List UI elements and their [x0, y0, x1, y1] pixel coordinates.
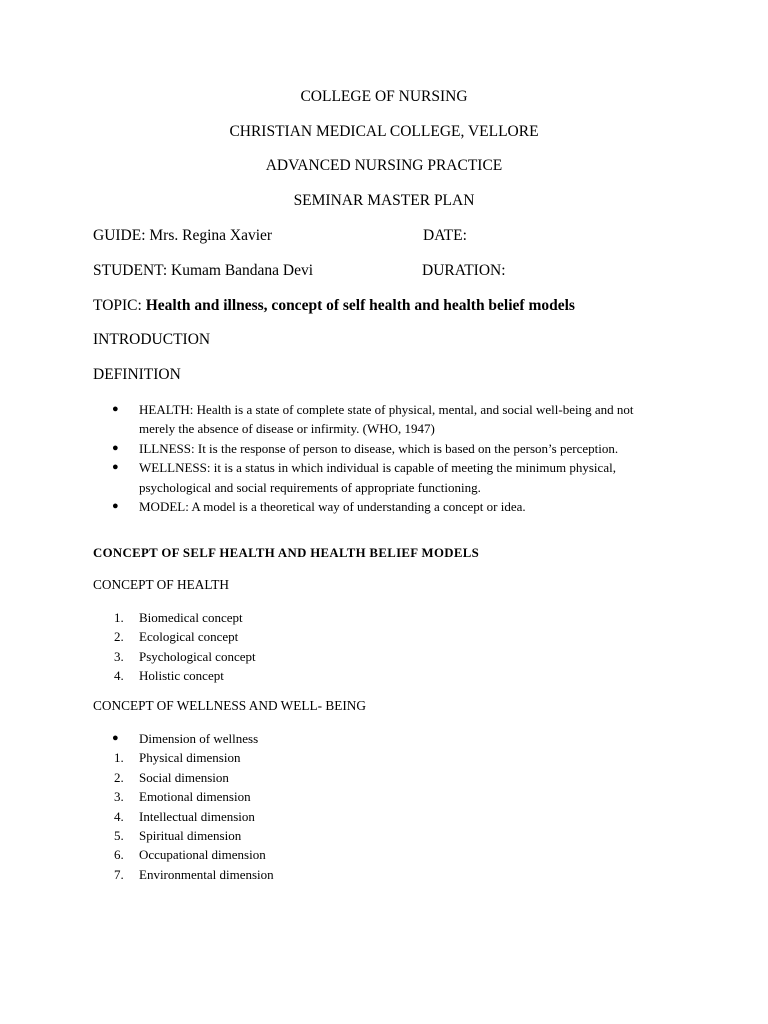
wellness-heading: CONCEPT OF WELLNESS AND WELL- BEING	[93, 698, 366, 713]
list-item: 6. Occupational dimension	[114, 847, 266, 863]
list-item: 2. Ecological concept	[114, 629, 239, 645]
bullet-icon: ●	[112, 732, 119, 744]
bullet-icon: ●	[112, 461, 119, 474]
topic-line	[93, 297, 575, 315]
list-item: ● WELLNESS: it is a status in which individual is capable of meeting the minimum physical, psychological and social requirements of appropriate functioning.	[112, 460, 616, 495]
list-item: 7. Environmental dimension	[114, 866, 274, 882]
list-item: 5. Spiritual dimension	[114, 828, 242, 844]
student-label: STUDENT: Kumam Bandana Devi	[93, 262, 314, 279]
college-name: COLLEGE OF NURSING	[300, 88, 468, 105]
concept-of-health-heading: CONCEPT OF HEALTH	[93, 577, 229, 592]
topic-label: TOPIC:	[93, 297, 142, 314]
concept-of-health-list	[93, 608, 663, 686]
course-title: ADVANCED NURSING PRACTICE	[265, 157, 503, 174]
concept-heading: CONCEPT OF SELF HEALTH AND HEALTH BELIEF MODELS	[93, 546, 480, 560]
institution-name: CHRISTIAN MEDICAL COLLEGE, VELLORE	[229, 123, 539, 140]
list-item: 2. Social dimension	[114, 769, 229, 785]
list-item: ● HEALTH: Health is a state of complete state of physical, mental, and social well-being and not merely the absence of disease or infirmity. (WHO, 1947)	[112, 402, 634, 437]
topic-text: Health and illness, concept of self health and health belief models	[145, 297, 575, 314]
list-item: ● Dimension of wellness	[93, 729, 663, 748]
duration-label: DURATION:	[422, 262, 506, 279]
list-item: 1. Physical dimension	[114, 750, 241, 766]
list-item: 4. Holistic concept	[114, 668, 224, 684]
guide-label: GUIDE: Mrs. Regina Xavier	[93, 227, 273, 244]
date-label: DATE:	[423, 227, 467, 244]
bullet-icon: ●	[112, 441, 119, 454]
list-item: 4. Intellectual dimension	[114, 808, 255, 824]
bullet-icon: ●	[112, 500, 119, 513]
list-item: 3. Emotional dimension	[114, 789, 251, 805]
list-item: 1. Biomedical concept	[114, 610, 243, 625]
plan-title: SEMINAR MASTER PLAN	[293, 192, 475, 209]
bullet-icon: ●	[112, 403, 119, 415]
definition-list	[93, 400, 663, 516]
definition-heading: DEFINITION	[93, 366, 181, 383]
introduction-heading: INTRODUCTION	[93, 331, 211, 348]
list-item: 3. Psychological concept	[114, 648, 256, 664]
list-item: ● ILLNESS: It is the response of person to disease, which is based on the person’s perception.	[93, 439, 663, 458]
list-item: ● MODEL: A model is a theoretical way of understanding a concept or idea.	[93, 497, 663, 516]
wellness-list	[93, 729, 663, 884]
